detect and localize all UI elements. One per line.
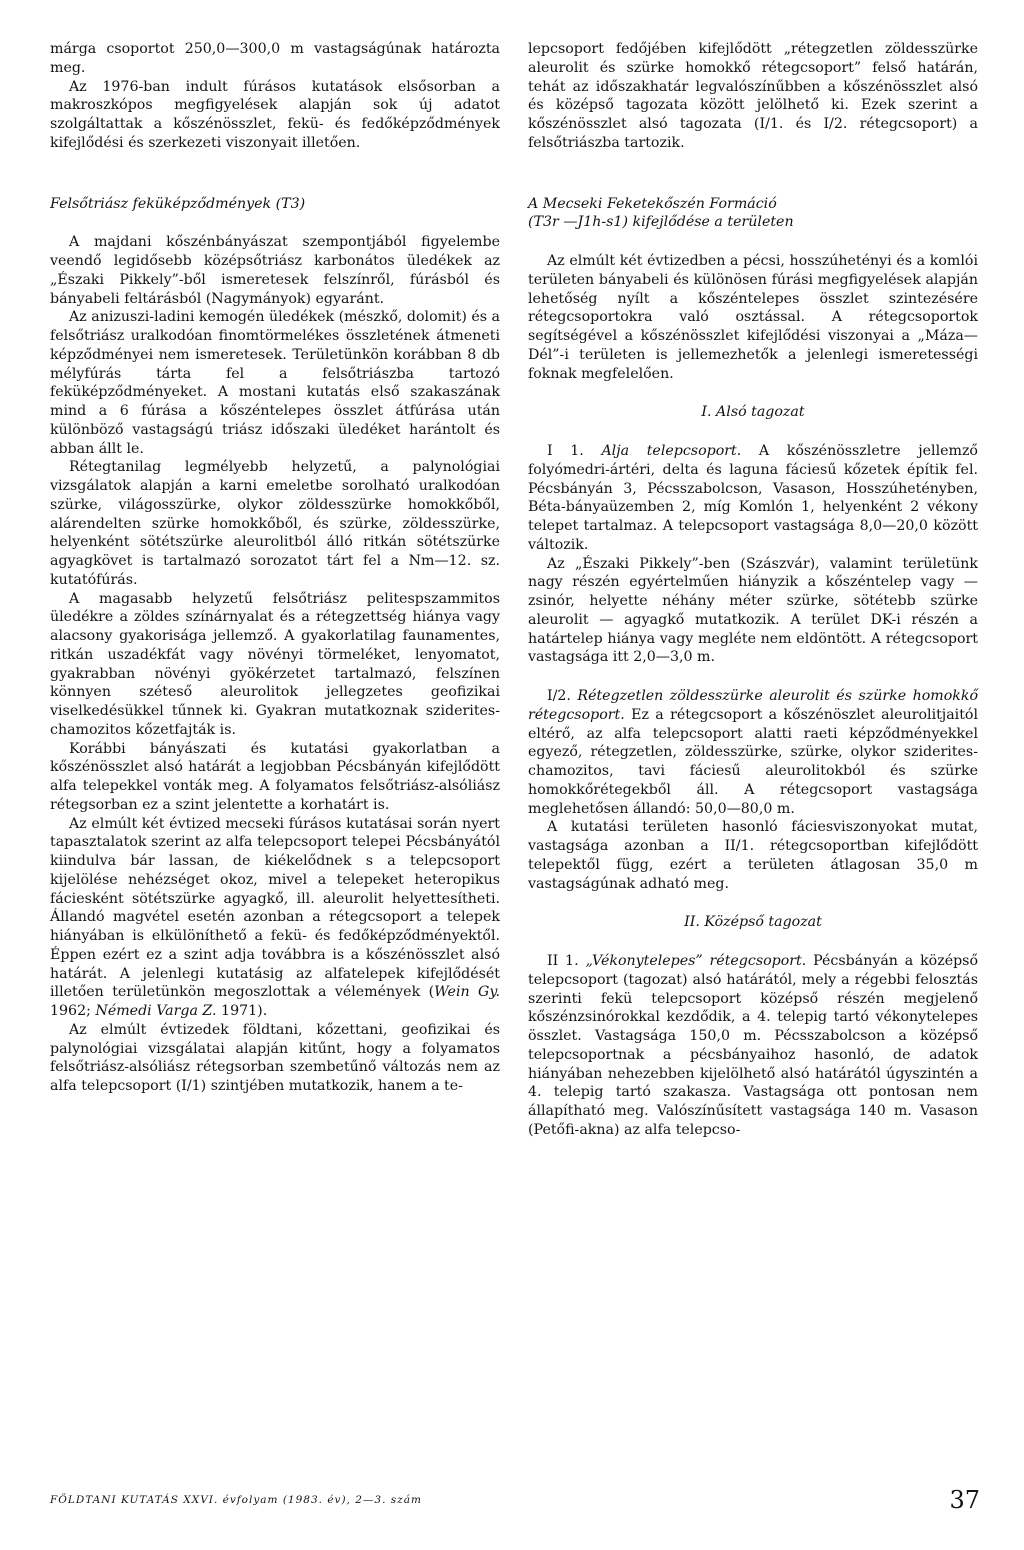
right-paragraph-1: Az elmúlt két évtizedben a pécsi, hosszúhetényi és a komlói területen bányabeli és különösen fúrási megfigyelések alapján lehetőség nyílt a kőszéntelepes összlet szintezésére rétegcsoportokra való osztással. A rétegcsoportok segítségével a kőszénösszlet kifejlődési viszonyai a „Máza—Dél”-i területen is jellemezhetők a jelenlegi ismeretességi foknak megfelelően. — [528, 253, 978, 382]
citation-wein: Wein Gy. — [434, 984, 500, 1001]
page-footer — [50, 1486, 980, 1516]
right-column — [528, 40, 978, 1140]
right-paragraph-i1 — [528, 442, 978, 555]
text-i1: A kőszénösszletre jellemző folyómedri-ártéri, delta és laguna fáciesű kőzetek építik fel. Pécsbányán 3, Pécsszabolcson, Vasason, Hosszúhetényben, Béta-bányaüzemben 2, míg Komlón 1, helyenként 2 vékony telepet tartalmaz. A telepcsoport vastagsága 8,0—20,0 között változik. — [528, 443, 978, 553]
left-paragraph-7: Az elmúlt évtizedek földtani, kőzettani, geofizikai és palynológiai vizsgálatai alapján kitűnt, hogy a folyamatos felsőtriász-alsóliász rétegsorban szembetűnő változás nem az alfa telepcsoport (I/1) szintjében mutatkozik, hanem a te- — [50, 1021, 500, 1094]
title-vekonytelepes: „Vékonytelepes” rétegcsoport. — [585, 953, 807, 969]
left-paragraph-1: A majdani kőszénbányászat szempontjából figyelembe veendő legidősebb középsőtriász karbonátos üledékek az „Északi Pikkely”-ből ismeretesek felszínről, fúrásból és bányabeli feltárásból (Nagymányok) egyaránt. — [50, 234, 500, 307]
label-i1: I 1. — [547, 443, 602, 459]
section-heading-formacio-line-2: (T3r —J1h-s1) kifejlődése a területen — [528, 214, 794, 231]
right-paragraph-i2 — [528, 687, 978, 818]
right-paragraph-ii1 — [528, 952, 978, 1140]
right-intro-paragraph: lepcsoport fedőjében kifejlődött „rétegzetlen zöldesszürke aleurolit és szürke homokkő rétegcsoport” felső határán, tehát az időszakhatár legvalószínűbben a kőszénösszlet alsó és középső tagozata között jelölhető ki. Ezek szerint a kőszénösszlet alsó tagozata (I/1. és I/2. rétegcsoport) a felsőtriászba tartozik. — [528, 41, 978, 151]
left-paragraph-6-text: Az elmúlt két évtized mecseki fúrásos kutatásai során nyert tapasztalatok szerint az alfa telepcsoport telepei Pécsbányától kiindulva bár lassan, de kiékelődnek s a telepcsoport kijelölése nehézséget okoz, mivel a telepeket heteropikus fáciesként sötétszürke agyagkő, ill. aleurolit helyettesítheti. Állandó magvétel esetén azonban a rétegcsoport a telepek hiányában is elkülöníthető a fekü- és fedőképződményektől. Éppen ezért ez a szint adja továbbra is a kőszénösszlet alsó határát. A jelenlegi kutatásig az alfatelepek kifejlődését illetően területünkön megoszlottak a vélemények ( — [50, 815, 500, 1001]
left-column — [50, 40, 500, 1096]
left-paragraph-2: Az anizuszi-ladini kemogén üledékek (mészkő, dolomit) és a felsőtriász uralkodóan finomtörmelékes összletének átmeneti képződményei nem ismeretesek. Területünkön korábban 8 db mélyfúrás tárta fel a felsőtriászba tartozó feküképződményeket. A mostani kutatás első szakaszának mind a 6 fúrása a kőszéntelepes összlet átfúrása után különböző vastagságú triász időszaki üledéket harántolt és abban állt le. — [50, 309, 501, 457]
text-i2: Ez a rétegcsoport a kőszénöszlet aleurolitjaitól eltérő, az alfa telepcsoport alatti raeti képződményekkel egyező, rétegzetlen, zöldesszürke, szürke, olykor sziderites-chamozitos, tavi fáciesű aleurolitokból és szürke homokkőrétegekből áll. A rétegcsoport vastagsága meglehetősen állandó: 50,0—80,0 m. — [528, 706, 978, 817]
section-heading-felsotriasz: Felsőtriász feküképződmények (T3) — [50, 195, 306, 212]
left-paragraph-6-mid: 1962; — [50, 1003, 96, 1019]
journal-reference: FÖLDTANI KUTATÁS XXVI. évfolyam (1983. év), 2—3. szám — [50, 1494, 422, 1506]
title-alja-telepcsoport: Alja telepcsoport. — [601, 443, 742, 459]
text-ii1: Pécsbányán a középső telepcsoport (tagozat) alsó határától, mely a régebbi felosztás szerinti fekü telepcsoport középső részén megjelenő kőszénzsinórokkal kezdődik, a 4. telepig tartó vékonytelepes összlet. Vastagsága 150,0 m. Pécsszabolcson a középső telepcsoportnak a pécsbányaihoz hasonló, de adatok hiányában nehezebben kijelölhető alsó határától úgyszintén a 4. telepig tartó szakasza. Vastagsága ott pontosan nem állapítható meg. Valószínűsített vastagsága 140 m. Vasason (Petőfi-akna) az alfa telepcso- — [528, 953, 979, 1138]
title-retegzetlen: Rétegzetlen zöldesszürke aleurolit és szürke homokkő rétegcsoport. — [528, 688, 978, 723]
left-intro-paragraph-1: márga csoportot 250,0—300,0 m vastagságúnak határozta meg. — [50, 41, 500, 76]
left-paragraph-6 — [50, 815, 500, 1021]
subheading-kozepso-tagozat: II. Középső tagozat — [684, 914, 822, 931]
label-i2: I/2. — [547, 688, 578, 704]
left-intro-paragraph-2: Az 1976-ban indult fúrásos kutatások elsősorban a makroszkópos megfigyelések alapján sok új adatot szolgáltattak a kőszénösszlet, fekü- és fedőképződmények kifejlődési és szerkezeti viszonyait illetően. — [50, 78, 500, 151]
right-paragraph-3: A kutatási területen hasonló fáciesviszonyokat mutat, vastagsága azonban a II/1. rétegcsoportban kifejlődött telepektől függ, ezért a területen átlagosan 35,0 m vastagságúnak adható meg. — [528, 819, 978, 892]
left-paragraph-5: Korábbi bányászati és kutatási gyakorlatban a kőszénösszlet alsó határát a legjobban Pécsbányán kifejlődött alfa telepekkel vonták meg. A folyamatos felsőtriász-alsóliász rétegsorban ez a szint jelentette a korhatárt is. — [50, 740, 500, 813]
page-number: 37 — [949, 1486, 980, 1514]
right-paragraph-2: Az „Északi Pikkely”-ben (Szászvár), valamint területünk nagy részén egyértelműen hiányzik a kőszéntelep vagy — zsinór, helyette néhány méter szürke, sötétebb szürke aleurolit — agyagkő mutatkozik. A terület DK-i részén a határtelep hiánya vagy megléte nem eldöntött. A rétegcsoport vastagsága itt 2,0—3,0 m. — [528, 555, 978, 666]
section-heading-formacio-line-1: A Mecseki Feketekőszén Formáció — [528, 195, 777, 212]
citation-nemedi: Némedi Varga Z. — [95, 1003, 217, 1019]
left-paragraph-4: A magasabb helyzetű felsőtriász pelitespszammitos üledékre a zöldes színárnyalat és a rétegzettség hiánya vagy alacsony gyakorisága jellemző. A gyakorlatilag faunamentes, ritkán uszadékfát vagy növényi törmeléket, lenyomatot, gyakrabban növényi gyökérzetet tartalmazó, felszínen könnyen széteső aleurolitok jellegzetes geofizikai viselkedésükkel tűnnek ki. Gyakran mutatkoznak sziderites-chamozitos kőzetfajták is. — [50, 590, 500, 738]
label-ii1: II 1. — [547, 953, 586, 969]
left-paragraph-6-end: 1971). — [216, 1003, 268, 1019]
subheading-also-tagozat: I. Alsó tagozat — [701, 404, 805, 421]
left-paragraph-3: Rétegtanilag legmélyebb helyzetű, a palynológiai vizsgálatok alapján a karni emeletbe sorolható uralkodóan szürke, világosszürke, olykor zöldesszürke homokkőből, alárendelten szürke homokkőből, és szürke, zöldesszürke, helyenként sötétszürke aleurolitból álló ritkán sötétszürke agyagkövet is tartalmazó sorozatot tárt fel a Nm—12. sz. kutatófúrás. — [50, 459, 500, 588]
